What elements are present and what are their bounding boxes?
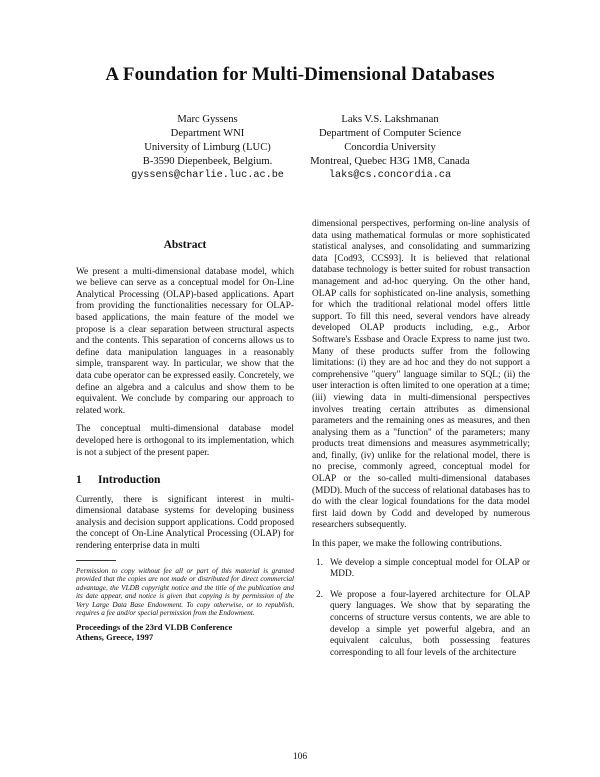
abstract-heading: Abstract [163, 239, 207, 251]
author-department: Department of Computer Science [318, 128, 462, 139]
body-paragraph-1: dimensional perspectives, performing on-line analysis of data using mathematical formulas or more sophisticated statistical analyses, and consolidating and summarizing data [Cod93, CCS93]. It is believed that relational database technology is better suited for robust transaction management and ad-hoc querying. On the other hand, OLAP calls for sophisticated on-line analysis, something for which the traditional relational model offers little support. To fill this need, several vendors have already developed OLAP products including, e.g., Arbor Software's Essbase and Oracle Express to name just two. Many of these products suffer from the following limitations: (i) they are ad hoc and they do not support a comprehensive "query" language similar to SQL; (ii) the user interaction is often limited to one operation at a time; (iii) viewing data in multi-dimensional perspectives involves treating certain attributes as dimensional parameters and the remaining ones as measures, and then analysing them as a "function" of the parameters; many products treat dimensions and measures asymmetrically; and, finally, (iv) unlike for the relational model, there is no precise, commonly agreed, conceptual model for OLAP or the so-called multi-dimensional databases (MDD). Much of the success of relational databases has to do with the clear logical foundations for the data model first laid down by Codd and developed by numerous researchers subsequently. [312, 219, 530, 531]
page-number: 106 [292, 752, 308, 762]
section-title: Introduction [98, 474, 161, 487]
author-email: laks@cs.concordia.ca [328, 170, 452, 181]
right-column [312, 219, 530, 668]
list-item-text: We propose a four-layered architecture for OLAP query languages. We show that by separating the concerns of structure versus contents, we are able to develop a simple yet powerful algebra, and an equivalent calculus, both possessing features corresponding to all four levels of the architecture [330, 589, 530, 658]
conference-name: Proceedings of the 23rd VLDB Conference [76, 621, 233, 632]
author-institution: Concordia University [344, 142, 436, 153]
body-paragraph-2: In this paper, we make the following contributions. [312, 539, 502, 550]
abstract-paragraph-1: We present a multi-dimensional database model, which we believe can serve as a conceptual model for On-Line Analytical Processing (OLAP)-based applications. Apart from providing the functionalities necessary for OLAP-based applications, the main feature of the model we propose is a clear separation between structural aspects and the contents. This separation of concerns allows us to define data manipulation languages in a reasonably simple, transparent way. In particular, we show that the data cube operator can be expressed easily. Concretely, we define an algebra and a calculus and show them to be equivalent. We conclude by comparing our approach to related work. [76, 266, 294, 416]
left-column [76, 240, 294, 642]
author-institution: University of Limburg (LUC) [144, 142, 271, 153]
list-item [312, 558, 530, 581]
author-block-2 [275, 113, 505, 183]
introduction-paragraph-1: Currently, there is significant interest in multi-dimensional database systems for developing business analysis and decision support applications. Codd proposed the concept of On-Line Analytical Processing (OLAP) for rendering enterprise data in multi [76, 494, 294, 552]
section-number: 1 [76, 474, 82, 487]
section-heading-introduction [76, 475, 294, 487]
list-item-text: We develop a simple conceptual model for OLAP or MDD. [330, 557, 530, 580]
author-name: Laks V.S. Lakshmanan [341, 114, 439, 125]
list-item [312, 590, 530, 660]
author-name: Marc Gyssens [177, 114, 238, 125]
conference-location: Athens, Greece, 1997 [76, 632, 154, 643]
permission-notice: Permission to copy without fee all or part of this material is granted provided that the copies are not made or distributed for direct commercial advantage, the VLDB copyright notice and the title of the publication and its date appear, and notice is given that copying is by permission of the Very Large Data Base Endowment. To copy otherwise, or to republish, requires a fee and/or special permission from the Endowment. [76, 566, 294, 618]
abstract-paragraph-2: The conceptual multi-dimensional database model developed here is orthogonal to its implementation, which is not a subject of the present paper. [76, 424, 294, 458]
paper-title: A Foundation for Multi-Dimensional Databases [105, 64, 495, 85]
author-email: gyssens@charlie.luc.ac.be [131, 170, 284, 181]
footnote-rule [76, 560, 116, 561]
author-address: Montreal, Quebec H3G 1M8, Canada [310, 156, 470, 167]
list-item-number: 2. [316, 589, 323, 600]
author-department: Department WNI [170, 128, 245, 139]
conference-info [76, 622, 294, 643]
list-item-number: 1. [316, 557, 323, 568]
author-address: B-3590 Diepenbeek, Belgium. [142, 156, 273, 167]
contribution-list [312, 558, 530, 660]
